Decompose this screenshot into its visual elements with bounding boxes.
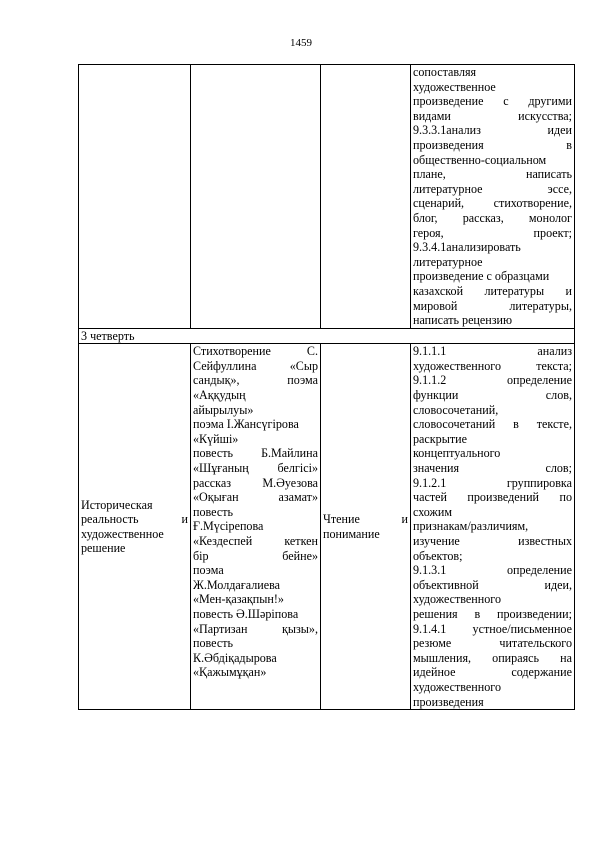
objective-line: художественного текста;: [413, 358, 572, 373]
objectives-cell: [411, 344, 575, 710]
skill-line: Чтение и: [323, 512, 408, 527]
work-line: «Партизан қызы»,: [193, 621, 318, 636]
work-line: поэма: [193, 563, 224, 578]
objective-line: литературное эссе,: [413, 181, 572, 196]
work-line: Сейфуллина «Сыр: [193, 358, 318, 373]
objective-line: общественно-социальном: [413, 152, 547, 167]
objective-line: героя, проект;: [413, 225, 572, 240]
objective-line: объектов;: [413, 548, 463, 563]
skill-cell: [321, 344, 411, 710]
table-row-continued: [79, 65, 575, 329]
objective-line: частей произведений по: [413, 490, 572, 505]
work-line: повесть Б.Майлина: [193, 446, 318, 461]
work-line: «Аққудың: [193, 388, 246, 403]
objective-line: 9.1.3.1 определение: [413, 563, 572, 578]
work-line: повесть: [193, 636, 233, 651]
objective-line: литературное: [413, 254, 483, 269]
objective-line: 9.3.4.1анализировать: [413, 240, 521, 255]
objective-line: произведения в: [413, 137, 572, 152]
work-line: повесть Ә.Шәріпова: [193, 606, 299, 621]
objective-line: казахской литературы и: [413, 283, 572, 298]
work-line: айырылуы»: [193, 402, 254, 417]
work-line: «Қажымұқан»: [193, 665, 267, 680]
objective-line: произведение с другими: [413, 94, 572, 109]
work-line: Ж.Молдағалиева: [193, 577, 280, 592]
objective-line: резюме читательского: [413, 636, 572, 651]
work-line: «Кездеспей кеткен: [193, 534, 318, 548]
theme-cell: [79, 344, 191, 710]
work-line: сандық», поэма: [193, 373, 318, 388]
objective-line: 9.1.1.1 анализ: [413, 344, 572, 359]
objective-line: написать рецензию: [413, 313, 513, 328]
objective-line: сценарий, стихотворение,: [413, 196, 572, 211]
work-line: К.Әбдіқадырова: [193, 650, 277, 665]
objective-line: произведение с образцами: [413, 269, 550, 284]
theme-line: художественное: [81, 526, 164, 541]
objective-line: объективной идеи,: [413, 577, 572, 592]
objective-line: идейное содержание: [413, 665, 572, 680]
objective-line: 9.1.1.2 определение: [413, 373, 572, 388]
theme-cell-empty: [79, 65, 191, 329]
objective-line: схожим: [413, 504, 453, 519]
objective-line: мировой литературы,: [413, 298, 572, 313]
quarter-label: 3 четверть: [79, 328, 575, 344]
work-line: Стихотворение С.: [193, 344, 318, 359]
objective-line: словосочетаний в тексте,: [413, 417, 572, 432]
table-row-theme: [79, 344, 575, 710]
objective-line: произведения: [413, 694, 484, 709]
objective-line: блог, рассказ, монолог: [413, 210, 572, 225]
objective-line: 9.3.3.1анализ идеи: [413, 123, 572, 138]
works-cell: [191, 344, 321, 710]
objective-line: 9.1.4.1 устное/письменное: [413, 621, 572, 636]
work-line: рассказ М.Әуезова: [193, 475, 318, 490]
theme-line: реальность и: [81, 512, 188, 527]
work-line: поэма І.Жансүгірова: [193, 417, 299, 432]
objective-line: художественное: [413, 79, 496, 94]
work-line: повесть: [193, 504, 233, 519]
objective-line: плане, написать: [413, 167, 572, 182]
theme-line: Историческая: [81, 497, 153, 512]
objective-line: художественного: [413, 592, 501, 607]
objectives-cell: [411, 65, 575, 329]
work-line: бір бейне»: [193, 548, 318, 563]
work-line: «Мен-қазақпын!»: [193, 592, 284, 607]
objective-line: решения в произведении;: [413, 606, 572, 621]
objective-line: признакам/различиям,: [413, 519, 529, 534]
theme-line: решение: [81, 541, 126, 556]
skill-line: понимание: [323, 526, 380, 541]
objective-line: функции слов,: [413, 388, 572, 403]
page-number: 1459: [290, 37, 312, 49]
work-line: «Оқыған азамат»: [193, 490, 318, 505]
objective-line: художественного: [413, 679, 501, 694]
works-cell-empty: [191, 65, 321, 329]
objective-line: раскрытие: [413, 431, 467, 446]
objective-line: 9.1.2.1 группировка: [413, 475, 572, 490]
curriculum-table: [78, 64, 575, 710]
objective-line: сопоставляя: [413, 65, 477, 79]
work-line: Ғ.Мүсірепова: [193, 519, 264, 534]
skill-cell-empty: [321, 65, 411, 329]
objective-line: изучение известных: [413, 534, 572, 548]
work-line: «Күйші»: [193, 431, 239, 446]
objective-line: мышления, опираясь на: [413, 650, 572, 665]
quarter-row: [79, 328, 575, 344]
objective-line: концептуального: [413, 446, 501, 461]
objective-line: значения слов;: [413, 461, 572, 476]
objective-line: словосочетаний,: [413, 402, 499, 417]
work-line: «Шұғаның белгісі»: [193, 461, 318, 476]
objective-line: видами искусства;: [413, 108, 572, 123]
